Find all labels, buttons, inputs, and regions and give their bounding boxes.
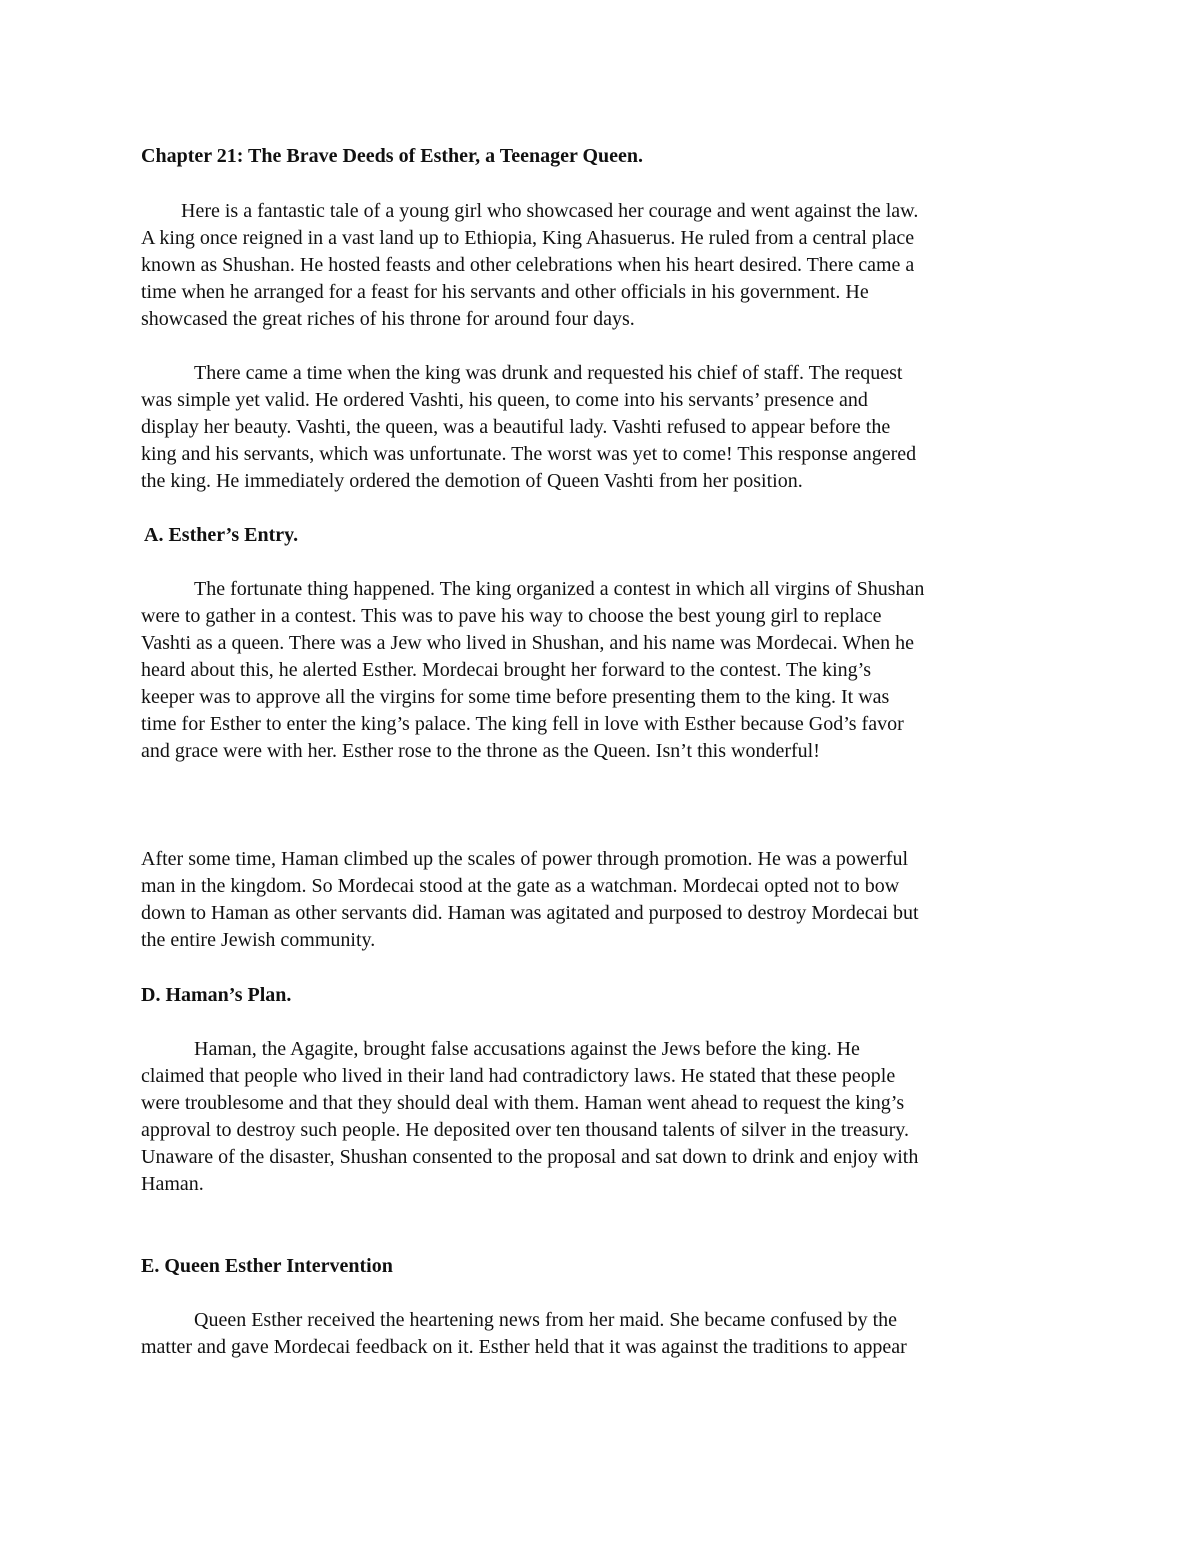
section-heading-a: A. Esther’s Entry.: [144, 524, 299, 546]
paragraph-line: man in the kingdom. So Mordecai stood at the gate as a watchman. Mordecai opted not to bow: [141, 875, 900, 897]
paragraph-line: After some time, Haman climbed up the scales of power through promotion. He was a powerful: [141, 848, 909, 870]
paragraph-line: A king once reigned in a vast land up to Ethiopia, King Ahasuerus. He ruled from a central place: [141, 227, 915, 249]
paragraph-line: showcased the great riches of his throne for around four days.: [141, 308, 635, 330]
paragraph-line: Unaware of the disaster, Shushan consented to the proposal and sat down to drink and enjoy with: [141, 1146, 919, 1168]
paragraph-line: claimed that people who lived in their land had contradictory laws. He stated that these people: [141, 1065, 896, 1087]
paragraph-vashti: [141, 360, 1061, 495]
paragraph-line: king and his servants, which was unfortunate. The worst was yet to come! This response angered: [141, 443, 917, 465]
paragraph-line: Haman, the Agagite, brought false accusations against the Jews before the king. He: [194, 1038, 860, 1060]
document-body: [141, 143, 1061, 1361]
paragraph-intro: [141, 198, 1061, 333]
paragraph-line: heard about this, he alerted Esther. Mordecai brought her forward to the contest. The king’s: [141, 659, 871, 681]
paragraph-line: known as Shushan. He hosted feasts and other celebrations when his heart desired. There came a: [141, 254, 915, 276]
section-heading-d: D. Haman’s Plan.: [141, 984, 292, 1006]
paragraph-line: was simple yet valid. He ordered Vashti, his queen, to come into his servants’ presence and: [141, 389, 868, 411]
section-heading-e: E. Queen Esther Intervention: [141, 1255, 393, 1277]
paragraph-line: the king. He immediately ordered the demotion of Queen Vashti from her position.: [141, 470, 803, 492]
paragraph-line: down to Haman as other servants did. Haman was agitated and purposed to destroy Mordecai but: [141, 902, 919, 924]
paragraph-line: the entire Jewish community.: [141, 929, 376, 951]
paragraph-line: were troublesome and that they should deal with them. Haman went ahead to request the king’s: [141, 1092, 905, 1114]
paragraph-line: display her beauty. Vashti, the queen, was a beautiful lady. Vashti refused to appear before the: [141, 416, 891, 438]
paragraph-line: time for Esther to enter the king’s palace. The king fell in love with Esther because God’s favor: [141, 713, 904, 735]
paragraph-line: Queen Esther received the heartening news from her maid. She became confused by the: [194, 1309, 898, 1331]
paragraph-line: Here is a fantastic tale of a young girl who showcased her courage and went against the law.: [181, 200, 919, 222]
paragraph-line: and grace were with her. Esther rose to the throne as the Queen. Isn’t this wonderful!: [141, 740, 820, 762]
paragraph-esther-intervention: [141, 1307, 1061, 1361]
paragraph-line: matter and gave Mordecai feedback on it. Esther held that it was against the traditions to appear: [141, 1336, 907, 1358]
paragraph-esther-entry: [141, 576, 1061, 765]
paragraph-line: Haman.: [141, 1173, 204, 1195]
paragraph-line: The fortunate thing happened. The king organized a contest in which all virgins of Shushan: [194, 578, 925, 600]
paragraph-line: time when he arranged for a feast for his servants and other officials in his government. He: [141, 281, 869, 303]
paragraph-haman-plan: [141, 1036, 1061, 1198]
paragraph-line: were to gather in a contest. This was to pave his way to choose the best young girl to replace: [141, 605, 882, 627]
paragraph-line: approval to destroy such people. He deposited over ten thousand talents of silver in the treasury.: [141, 1119, 909, 1141]
paragraph-line: keeper was to approve all the virgins for some time before presenting them to the king. It was: [141, 686, 890, 708]
paragraph-haman-rise: [141, 846, 1061, 954]
paragraph-line: There came a time when the king was drunk and requested his chief of staff. The request: [194, 362, 903, 384]
paragraph-line: Vashti as a queen. There was a Jew who lived in Shushan, and his name was Mordecai. When he: [141, 632, 914, 654]
chapter-title: Chapter 21: The Brave Deeds of Esther, a Teenager Queen.: [141, 145, 644, 167]
